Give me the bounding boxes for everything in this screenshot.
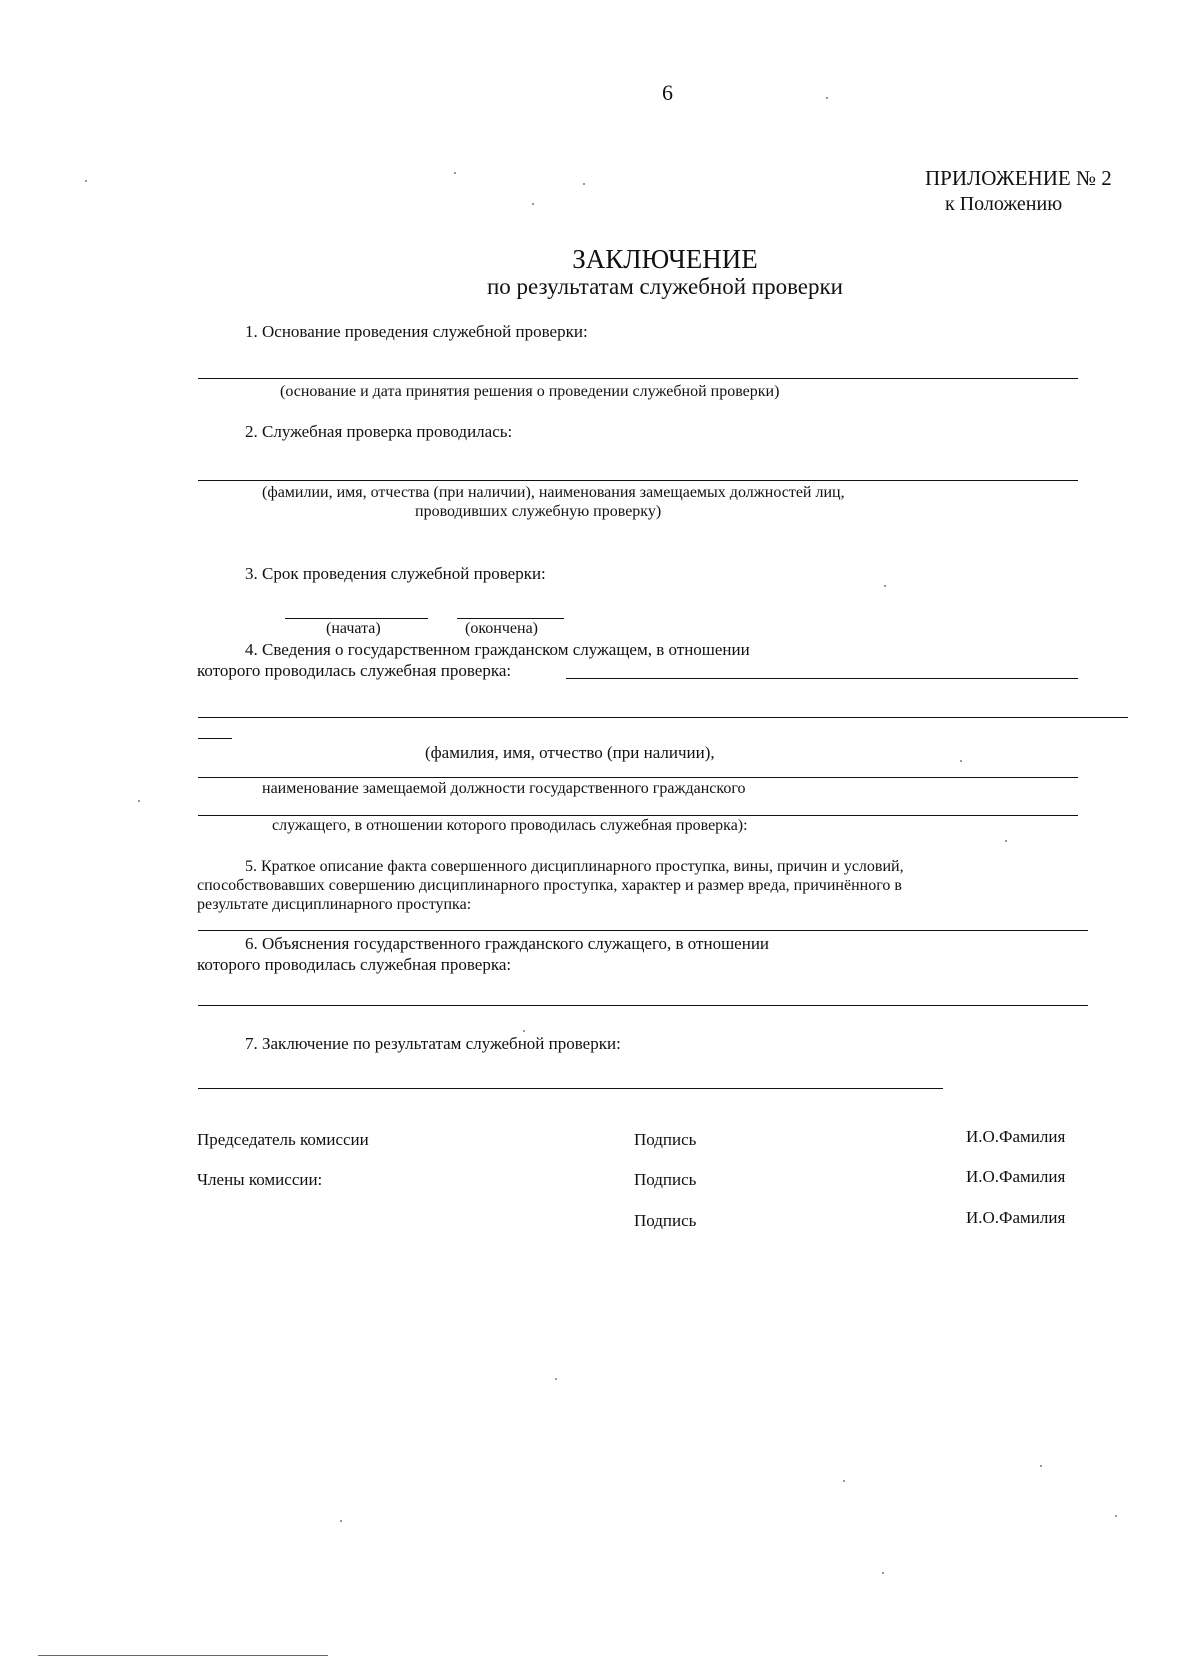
section-4-caption-servant: служащего, в отношении которого проводилась служебная проверка): xyxy=(272,817,748,834)
section-4-line-2 xyxy=(198,717,1128,718)
section-1-caption: (основание и дата принятия решения о проведении служебной проверки) xyxy=(280,383,780,400)
scan-speck xyxy=(523,1030,525,1032)
scan-speck xyxy=(1005,840,1007,842)
section-5-label-line2: способствовавших совершению дисциплинарного проступка, характер и размер вреда, причинённого в xyxy=(197,877,902,894)
document-subtitle: по результатам служебной проверки xyxy=(487,274,843,299)
scan-speck xyxy=(826,97,828,99)
appendix-subtitle: к Положению xyxy=(945,193,1063,215)
signature-label: Подпись xyxy=(634,1170,697,1189)
scan-speck xyxy=(960,760,962,762)
signature-name: И.О.Фамилия xyxy=(966,1127,1066,1146)
scan-speck xyxy=(583,183,585,185)
document-title: ЗАКЛЮЧЕНИЕ xyxy=(572,244,758,274)
signature-name: И.О.Фамилия xyxy=(966,1208,1066,1227)
section-3-start-line xyxy=(285,618,428,619)
scan-speck xyxy=(340,1520,342,1522)
signature-label: Подпись xyxy=(634,1211,697,1230)
scan-speck xyxy=(555,1378,557,1380)
section-5-line xyxy=(198,930,1088,931)
scan-speck xyxy=(85,180,87,182)
section-2-caption-line2: проводивших служебную проверку) xyxy=(415,503,662,520)
section-4-line-3 xyxy=(198,738,232,739)
scan-speck xyxy=(532,203,534,205)
section-6-label-line1: 6. Объяснения государственного гражданского служащего, в отношении xyxy=(245,934,770,953)
section-4-label-line2: которого проводилась служебная проверка: xyxy=(197,661,512,680)
section-4-caption-position: наименование замещаемой должности государственного гражданского xyxy=(262,780,746,797)
section-6-label-line2: которого проводилась служебная проверка: xyxy=(197,955,512,974)
scan-speck xyxy=(1040,1465,1042,1467)
scan-speck xyxy=(882,1572,884,1574)
section-3-start-caption: (начата) xyxy=(326,620,381,637)
scan-edge-line xyxy=(38,1655,328,1656)
section-4-line-5 xyxy=(198,815,1078,816)
section-5-label-line3: результате дисциплинарного проступка: xyxy=(197,896,472,913)
section-3-end-line xyxy=(457,618,564,619)
scan-speck xyxy=(884,585,886,587)
scan-speck xyxy=(843,1480,845,1482)
appendix-title: ПРИЛОЖЕНИЕ № 2 xyxy=(925,166,1112,190)
section-5-label-line1: 5. Краткое описание факта совершенного дисциплинарного проступка, вины, причин и условий, xyxy=(245,858,904,875)
signature-label: Подпись xyxy=(634,1130,697,1149)
section-4-label-line1: 4. Сведения о государственном гражданском служащем, в отношении xyxy=(245,640,750,659)
section-1-label: 1. Основание проведения служебной проверки: xyxy=(245,322,588,341)
section-2-line xyxy=(198,480,1078,481)
section-3-label: 3. Срок проведения служебной проверки: xyxy=(245,564,546,583)
section-3-end-caption: (окончена) xyxy=(465,620,538,637)
scan-speck xyxy=(1115,1515,1117,1517)
scan-speck xyxy=(138,800,140,802)
section-4-inline-line xyxy=(566,678,1078,679)
section-4-line-4 xyxy=(198,777,1078,778)
signature-name: И.О.Фамилия xyxy=(966,1167,1066,1186)
scan-speck xyxy=(454,172,456,174)
page-number: 6 xyxy=(662,80,673,105)
signature-role-members: Члены комиссии: xyxy=(197,1170,323,1189)
section-2-label: 2. Служебная проверка проводилась: xyxy=(245,422,513,441)
section-7-label: 7. Заключение по результатам служебной проверки: xyxy=(245,1034,621,1053)
section-6-line xyxy=(198,1005,1088,1006)
section-2-caption-line1: (фамилии, имя, отчества (при наличии), наименования замещаемых должностей лиц, xyxy=(262,484,845,501)
section-1-line xyxy=(198,378,1078,379)
section-4-caption-name: (фамилия, имя, отчество (при наличии), xyxy=(425,743,715,762)
section-7-line xyxy=(198,1088,943,1089)
signature-role-chairman: Председатель комиссии xyxy=(197,1130,369,1149)
